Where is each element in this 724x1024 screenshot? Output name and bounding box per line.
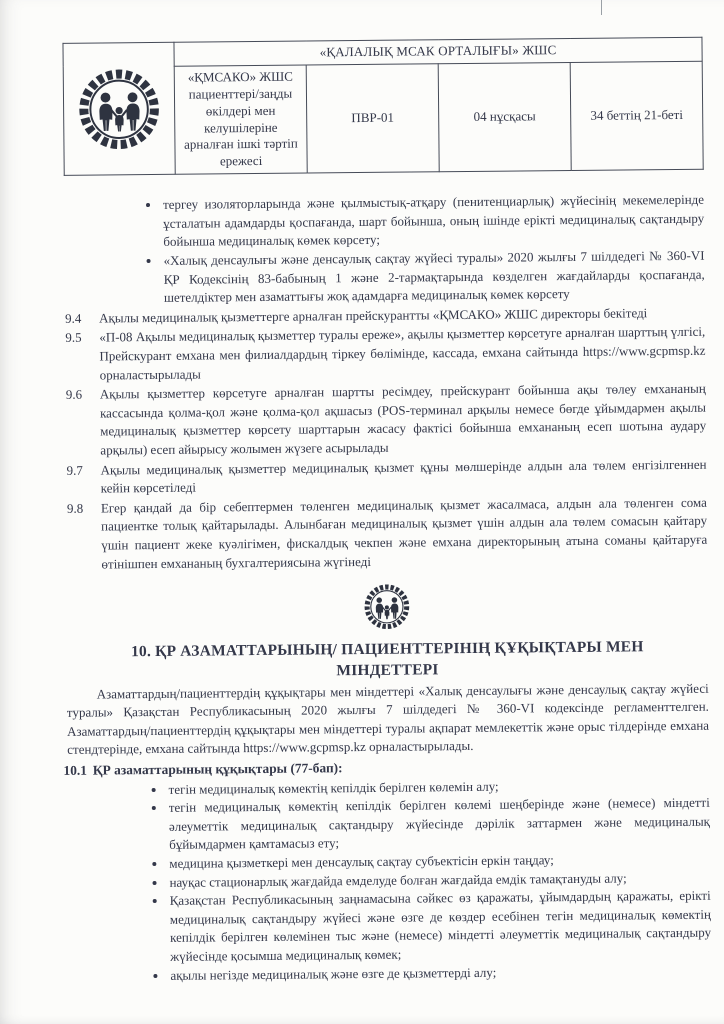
doc-page-info: 34 беттің 21-беті bbox=[570, 61, 703, 171]
item-text: Ақылы медициналық қызметтер медициналық қызмет құны мөлшерінде алдын ала төлем енгізілгеннен кейін көрсетіледі bbox=[100, 456, 707, 496]
subsection-number: 10.1 bbox=[63, 762, 87, 778]
section-divider-logo bbox=[66, 581, 708, 639]
item-number: 9.8 bbox=[66, 500, 84, 516]
doc-code: ПВР-01 bbox=[306, 64, 439, 174]
numbered-item-9-6 bbox=[66, 380, 707, 461]
document-body bbox=[62, 191, 712, 986]
item-number: 9.4 bbox=[65, 310, 82, 326]
subsection-title: ҚР азаматтарының құқықтары (77-бап): bbox=[92, 760, 343, 778]
bullet-item: • медицина қызметкері мен денсаулық сақтау субъектісін еркін таңдау; bbox=[167, 850, 710, 874]
bullet-item: • «Халық денсаулығы және денсаулық сақтау жүйесі туралы» 2020 жылғы 7 шілдедегі № 360-VI ҚР Кодексінің 83-бабының 1 және 2-тармақтарында көзделген жағдайларды қоспағанда, шетелдіктер мен азаматтығы жоқ адамдарға медициналық көмек көрсету bbox=[161, 247, 705, 308]
section-10-1-bullets bbox=[68, 775, 712, 986]
numbered-item-9-8 bbox=[67, 493, 708, 574]
bullet-item: • тегін медициналық көмектің кепілдік берілген көлемін алу; bbox=[167, 775, 710, 799]
doc-version: 04 нұсқасы bbox=[438, 62, 571, 172]
family-logo-icon bbox=[364, 584, 410, 630]
section-10-intro: Азаматтардың/пациенттердің құқықтары мен міндеттері «Халық денсаулығы және денсаулық сақтау жүйесі туралы» Қазақстан Республикасының 2020 жылғы 7 шілдедегі № 360-VI кодексінде регламенттелген. Азаматтардың/пациенттердің құқықтары мен міндеттері туралы ақпарат мемлекеттік және орыс тілдерінде емхана стендтерінде, емхана сайтында https://www.gcpmsp.kz орналастырылады. bbox=[66, 680, 710, 758]
bullet-item: • тергеу изоляторларында және қылмыстық-атқару (пенитенциарлық) жүйесінің мекемелерінде ұсталатын адамдарды қоспағанда, шарт бойынша, оның ішінде ерікті медициналық сақтандыру бойынша медициналық көмек көрсету; bbox=[161, 191, 705, 252]
logo-cell bbox=[63, 42, 175, 175]
item-number: 9.5 bbox=[65, 330, 82, 346]
org-title: «ҚАЛАЛЫҚ МСАК ОРТАЛЫҒЫ» ЖШС bbox=[174, 37, 702, 66]
doc-title: «ҚМСАКО» ЖШС пациенттері/заңды өкілдері мен келушілеріне арналған ішкі тәртіп ережесі bbox=[174, 65, 307, 175]
bullet-item: • тегін медициналық көмектің кепілдік берілген көлемі шеңберінде және (немесе) міндетті әлеуметтік медициналық сақтандыру жүйесінде дәрілік заттармен және медициналық бұйымдармен қамтамасыз ету; bbox=[167, 794, 711, 855]
item-text: «П-08 Ақылы медициналық қызметтер туралы ереже», ақылы қызметтер көрсетуге арналған шарттың үлгісі, Прейскурант емхана мен филиалдардың тіркеу бөлімінде, кассада, емхана сайтында https://www.gcpmsp.kz орналастырылады bbox=[99, 324, 706, 383]
item-text: Ақылы қызметтер көрсетуге арналған шартты ресімдеу, прейскурант бойынша ақы төлеу емхананың кассасында қолма-қол және қолма-қол ақшасыз (POS-терминал арқылы немесе бөгде ұйымдармен ақылы медициналық қызметтер көрсету шарттарын жасасу фактісі бойынша емхананың есеп шотына аудару арқылы) есеп айырысу жолымен жүзеге асырылады bbox=[99, 380, 707, 458]
item-text: Ақылы медициналық қызметтерге арналған прейскурантты «ҚМСАКО» ЖШС директоры бекітеді bbox=[99, 305, 648, 326]
item-text: Егер қандай да бір себептермен төленген медициналық қызмет жасалмаса, алдын ала төленген сома пациентке толық қайтарылады. Алынбаған медициналық қызмет үшін алдын ала төлем сомасын қайтару үшін пациент жеке куәлігімен, фискалдық чекпен және емхана директорының атына соманы қайтаруға өтінішпен емхананың бухгалтериясына жүгінеді bbox=[100, 494, 708, 572]
item-number: 9.6 bbox=[65, 386, 83, 403]
bullet-item: • Қазақстан Республикасының заңнамасына сәйкес өз қаражаты, ұйымдардың қаражаты, ерікті медициналық сақтандыру жүйесі және өзге де көздер есебінен тегін медициналық көмектің кепілдік берілген көлемінен тыс және (немесе) міндетті әлеуметтік медициналық сақтандыру жүйесінде қосымша медициналық көмек; bbox=[168, 887, 712, 967]
bullet-item: • ақылы негізде медициналық және өзге де қызметтерді алу; bbox=[168, 961, 711, 985]
numbered-item-9-5 bbox=[65, 323, 706, 385]
section9-continuation-bullets bbox=[62, 191, 705, 309]
header-table bbox=[62, 37, 703, 176]
family-logo-icon bbox=[78, 68, 161, 151]
section-10-heading: 10. ҚР АЗАМАТТАРЫНЫҢ/ ПАЦИЕНТТЕРІНІҢ ҚҰҚЫҚТАРЫ МЕН МІНДЕТТЕРІ bbox=[130, 638, 644, 679]
numbered-item-9-7 bbox=[66, 455, 706, 498]
item-number: 9.7 bbox=[66, 462, 83, 478]
bullet-item: • науқас стационарлық жағдайда емделуде болған жағдайда емдік тамақтануды алу; bbox=[167, 868, 710, 892]
